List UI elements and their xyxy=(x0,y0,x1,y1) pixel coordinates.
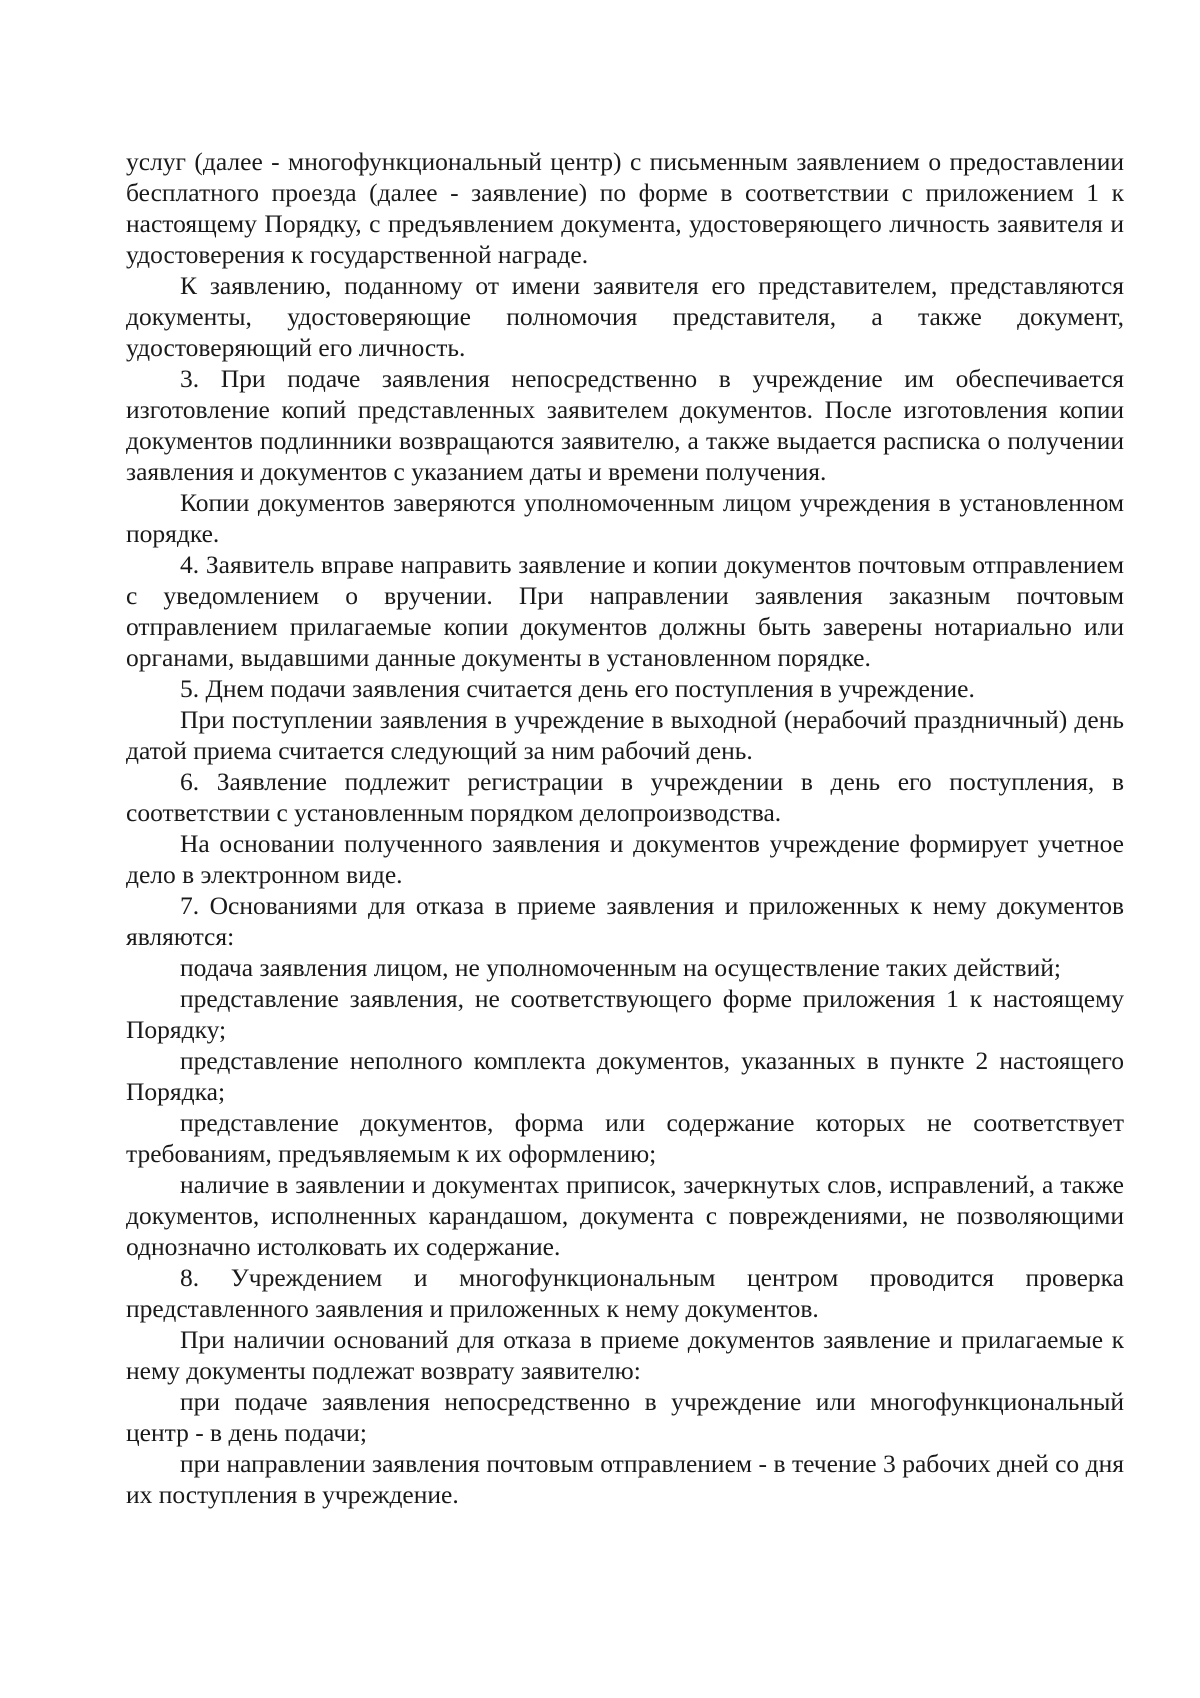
paragraph-4: Копии документов заверяются уполномоченным лицом учреждения в установленном порядке. xyxy=(126,488,1124,548)
paragraph-6: 5. Днем подачи заявления считается день его поступления в учреждение. xyxy=(180,674,975,703)
paragraph-13: представление неполного комплекта документов, указанных в пункте 2 настоящего Порядка; xyxy=(126,1046,1124,1106)
paragraph-16: 8. Учреждением и многофункциональным центром проводится проверка представленного заявления и приложенных к нему документов. xyxy=(126,1263,1124,1323)
document-body xyxy=(126,146,1124,1510)
paragraph-11: подача заявления лицом, не уполномоченным на осуществление таких действий; xyxy=(180,953,1061,982)
paragraph-9: На основании полученного заявления и документов учреждение формирует учетное дело в электронном виде. xyxy=(126,829,1124,889)
paragraph-18: при подаче заявления непосредственно в учреждение или многофункциональный центр - в день подачи; xyxy=(126,1387,1124,1447)
paragraph-2: К заявлению, поданному от имени заявителя его представителем, представляются документы, удостоверяющие полномочия представителя, а также документ, удостоверяющий его личность. xyxy=(126,271,1124,362)
paragraph-14: представление документов, форма или содержание которых не соответствует требованиям, предъявляемым к их оформлению; xyxy=(126,1108,1124,1168)
paragraph-8: 6. Заявление подлежит регистрации в учреждении в день его поступления, в соответствии с установленным порядком делопроизводства. xyxy=(126,767,1124,827)
paragraph-7: При поступлении заявления в учреждение в выходной (нерабочий праздничный) день датой приема считается следующий за ним рабочий день. xyxy=(126,705,1124,765)
paragraph-19: при направлении заявления почтовым отправлением - в течение 3 рабочих дней со дня их поступления в учреждение. xyxy=(126,1449,1124,1509)
paragraph-12: представление заявления, не соответствующего форме приложения 1 к настоящему Порядку; xyxy=(126,984,1124,1044)
paragraph-1: услуг (далее - многофункциональный центр) с письменным заявлением о предоставлении бесплатного проезда (далее - заявление) по форме в соответствии с приложением 1 к настоящему Порядку, с предъявлением документа, удостоверяющего личность заявителя и удостоверения к государственной награде. xyxy=(126,147,1124,269)
paragraph-10: 7. Основаниями для отказа в приеме заявления и приложенных к нему документов являются: xyxy=(126,891,1124,951)
paragraph-5: 4. Заявитель вправе направить заявление и копии документов почтовым отправлением с уведомлением о вручении. При направлении заявления заказным почтовым отправлением прилагаемые копии документов должны быть заверены нотариально или органами, выдавшими данные документы в установленном порядке. xyxy=(126,550,1124,672)
paragraph-17: При наличии оснований для отказа в приеме документов заявление и прилагаемые к нему документы подлежат возврату заявителю: xyxy=(126,1325,1124,1385)
paragraph-15: наличие в заявлении и документах приписок, зачеркнутых слов, исправлений, а также документов, исполненных карандашом, документа с повреждениями, не позволяющими однозначно истолковать их содержание. xyxy=(126,1170,1124,1261)
paragraph-3: 3. При подаче заявления непосредственно в учреждение им обеспечивается изготовление копий представленных заявителем документов. После изготовления копии документов подлинники возвращаются заявителю, а также выдается расписка о получении заявления и документов с указанием даты и времени получения. xyxy=(126,364,1124,486)
